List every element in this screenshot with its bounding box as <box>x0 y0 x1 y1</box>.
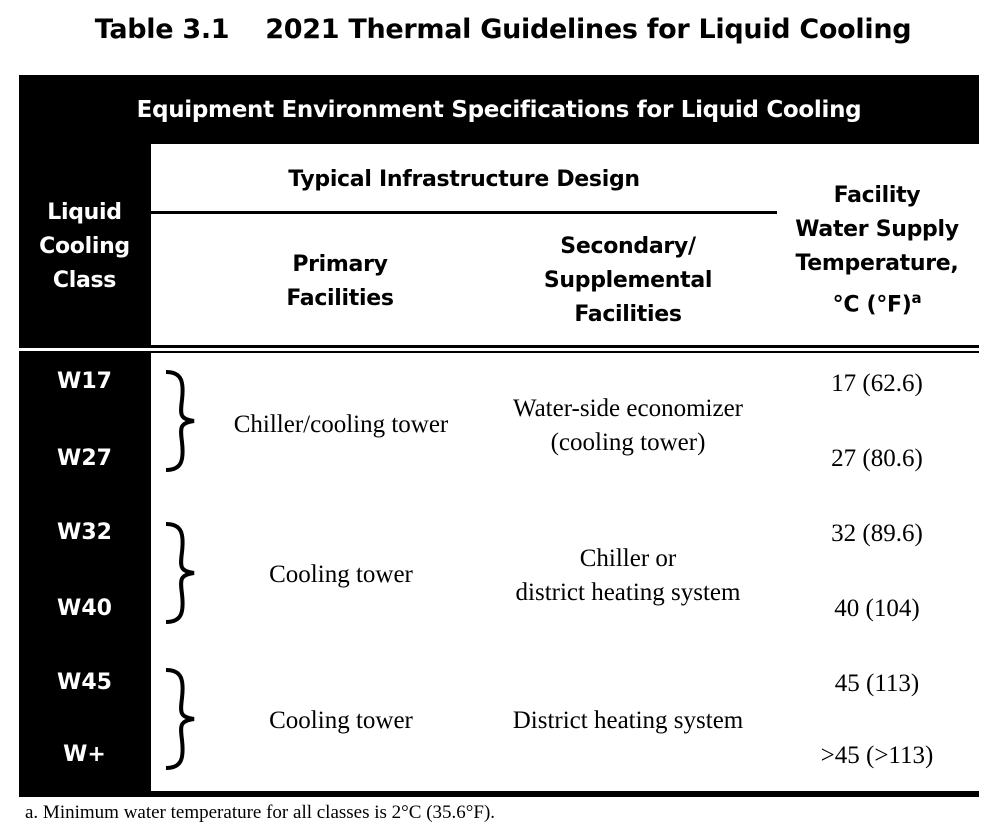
cell-line: district heating system <box>515 579 741 606</box>
secondary-group-1 <box>480 392 776 460</box>
class-w17: W17 <box>57 369 112 394</box>
footnote-marker: a <box>911 289 922 307</box>
temp-w40: 40 (104) <box>834 595 920 622</box>
header-line: Water Supply <box>795 217 959 242</box>
brace-icon <box>160 668 200 770</box>
table-number: Table 3.1 <box>94 14 230 45</box>
table-caption: 2021 Thermal Guidelines for Liquid Cooling <box>265 14 912 45</box>
secondary-group-3: District heating system <box>512 707 744 734</box>
class-wplus: W+ <box>63 742 106 767</box>
table-footnote: a. Minimum water temperature for all classes is 2°C (35.6°F). <box>25 802 496 823</box>
primary-group-3: Cooling tower <box>269 707 413 734</box>
header-line: Supplemental <box>543 268 713 293</box>
header-water-supply-temperature <box>777 179 977 322</box>
primary-group-1: Chiller/cooling tower <box>233 411 449 438</box>
secondary-group-2 <box>480 542 776 610</box>
cell-line: Water-side economizer <box>512 395 743 422</box>
header-line: Facilities <box>286 286 394 311</box>
temp-w45: 45 (113) <box>834 670 920 697</box>
class-w40: W40 <box>57 596 112 621</box>
temp-w17: 17 (62.6) <box>831 370 923 397</box>
table-title <box>0 14 1006 45</box>
header-liquid-cooling-class <box>19 196 150 298</box>
header-line: Temperature, <box>795 251 959 276</box>
header-line: Facilities <box>574 302 682 327</box>
group-underline <box>151 211 777 214</box>
header-line: Secondary/ <box>560 234 696 259</box>
class-w27: W27 <box>57 446 112 471</box>
primary-group-2: Cooling tower <box>269 561 413 588</box>
header-secondary-facilities <box>480 230 776 332</box>
table-banner: Equipment Environment Specifications for Liquid Cooling <box>136 96 862 123</box>
header-primary-facilities <box>205 248 475 316</box>
brace-icon <box>160 370 200 472</box>
class-w45: W45 <box>57 670 112 695</box>
header-rule-bottom <box>151 351 979 353</box>
brace-icon <box>160 522 200 624</box>
header-line: Facility <box>833 183 921 208</box>
class-w32: W32 <box>57 520 112 545</box>
header-line <box>777 281 977 322</box>
header-line: Cooling <box>39 234 130 259</box>
header-line: Class <box>52 268 117 293</box>
temp-unit: °C (°F) <box>832 292 912 318</box>
header-line: Liquid <box>47 200 122 225</box>
temp-wplus: >45 (>113) <box>820 742 934 769</box>
cell-line: Chiller or <box>579 545 677 572</box>
temp-w32: 32 (89.6) <box>831 520 923 547</box>
cell-line: (cooling tower) <box>550 429 706 456</box>
header-line: Primary <box>292 252 388 277</box>
temp-w27: 27 (80.6) <box>831 445 923 472</box>
header-typical-infrastructure-design: Typical Infrastructure Design <box>288 167 640 192</box>
